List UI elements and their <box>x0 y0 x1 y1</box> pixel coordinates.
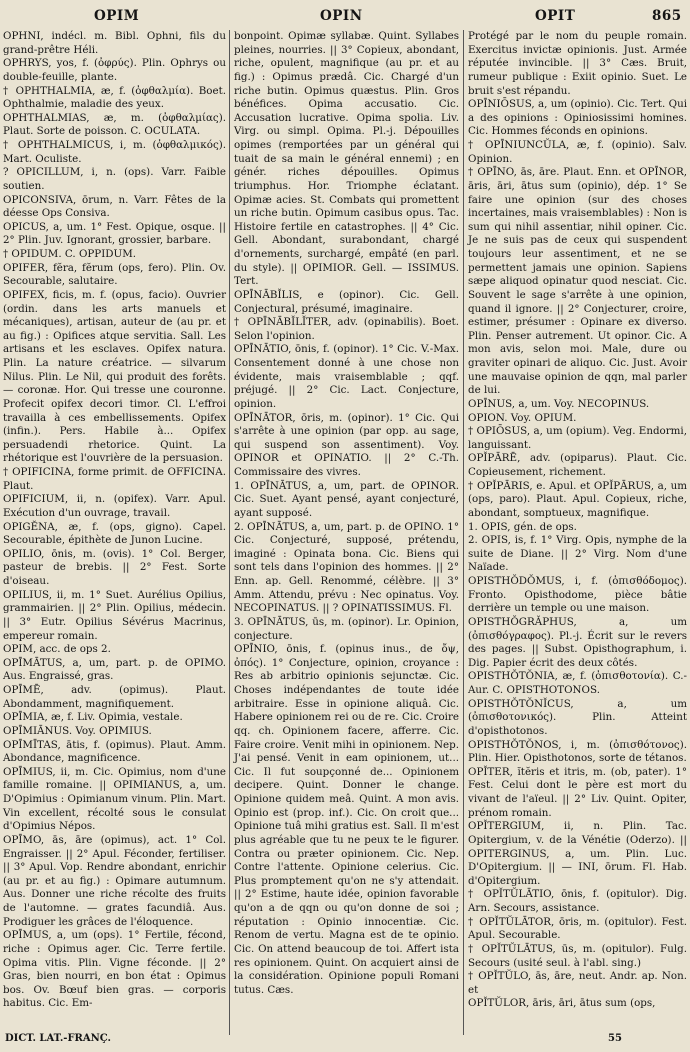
dictionary-entry: OPIFEX, ficis, m. f. (opus, facio). Ouvrier (ordin. dans les arts manuels et mécaniques), artisan, auteur de (au pr. et au fig.) : Opifices atque servitia. Sall. Les artisans et les esclaves. Opifex natura. Plin. La nature créatrice. — silvarum Nilus. Plin. Le Nil, qui produit des forêts. — coronæ. Hor. Qui tresse une couronne. Profecit opifex decori timor. Cl. L'effroi travailla à ces embellissements. Opifex (infin.). Pers. Habile à... Opifex persuadendi rhetorice. Quint. La rhétorique est l'ouvrière de la persuasion. <box>3 288 226 465</box>
dictionary-entry: OPISTHŎGRĂPHUS, a, um (ὀπισθόγραφος). Pl.-j. Écrit sur le revers des pages. || Subst. Opisthographum, i. Dig. Papier écrit des deux côtés. <box>468 615 687 669</box>
dictionary-entry: OPĪNIŌSUS, a, um (opinio). Cic. Tert. Qui a des opinions : Opiniosissimi homines. Cic. Hommes féconds en opinions. <box>468 98 687 138</box>
dictionary-entry: OPĪNUS, a, um. Voy. NECOPINUS. <box>468 397 650 410</box>
dictionary-entry: OPIFICIUM, ii, n. (opifex). Varr. Apul. Exécution d'un ouvrage, travail. <box>3 493 226 519</box>
column-3 <box>468 30 687 1011</box>
footer-sheet-number: 55 <box>608 1033 622 1044</box>
dictionary-entry: OPHRYS, yos, f. (ὀφρύς). Plin. Ophrys ou double-feuille, plante. <box>3 57 226 83</box>
dictionary-entry: † OPĬTŬLĀTIO, ōnis, f. (opitulor). Dig. Arn. Secours, assistance. <box>468 888 687 914</box>
dictionary-entry: † OPĪNO, ās, āre. Plaut. Enn. et OPĪNOR, āris, āri, ātus sum (opinio), dép. 1° Se faire une opinion (sur des choses incertaines, mais vraisemblables) : Non is sum qui nihil assentiar, nihil opiner. Cic. Je ne suis pas de ceux qui suspendent toujours leur assentiment, et ne se permettent jamais une opinion. Sapiens sæpe aliquod opinatur quod nesciat. Cic. Souvent le sage s'arrête à une opinion, quand il ignore. || 2° Conjecturer, croire, estimer, présumer : Opinare ex diverso. Plin. Penser autrement. Ut opinor. Cic. A mon avis, selon moi. Male, dure ou graviter opinari de aliquo. Cic. Just. Avoir une mauvaise opinion de qqn, mal parler de lui. <box>468 166 687 397</box>
dictionary-entry: OPISTHŎTŎNIA, æ, f. (ὀπισθοτονία). C.-Aur. C. OPISTHOTONOS. <box>468 670 687 696</box>
dictionary-entry: ? OPICILLUM, i, n. (ops). Varr. Faible soutien. <box>3 166 226 192</box>
dictionary-entry: OPĪMIA, æ, f. Liv. Opimia, vestale. <box>3 711 183 724</box>
dictionary-entry: OPĪMĪTAS, ātis, f. (opimus). Plaut. Amm. Abondance, magnificence. <box>3 738 226 765</box>
dictionary-entry: OPĬPĀRĒ, adv. (opiparus). Plaut. Cic. Copieusement, richement. <box>468 452 687 478</box>
column-1 <box>3 30 226 1011</box>
dictionary-entry: OPICONSIVA, ōrum, n. Varr. Fêtes de la déesse Ops Consiva. <box>3 193 226 220</box>
dictionary-entry: † OPIŌSUS, a, um (opium). Veg. Endormi, languissant. <box>468 425 687 451</box>
dictionary-entry: OPĪNIO, ōnis, f. (opinus inus., de ὄψ, ὀπός). 1° Conjecture, opinion, croyance : Res ab arbitrio opinionis sejunctæ. Cic. Choses indépendantes de toute idée arbitraire. Esse in opinione aliquâ. Cic. Habere opinionem rei ou de re. Cic. Croire qq. ch. Opinionem facere, afferre. Cic. Faire croire. Venit mihi in opinionem. Nep. J'ai pensé. Venit in eam opinionem, ut... Cic. Il fut soupçonné de... Opinionem decipere. Quint. Donner le change. Opinione quidem meâ. Quint. A mon avis. Opinio est (prop. inf.). Cic. On croit que... Opinione tuâ mihi gratius est. Sall. Il m'est plus agréable que tu ne peux te le figurer. Contra ou præter opinionem. Cic. Nep. Contre l'attente. Opinione celerius. Cic. Plus promptement qu'on ne s'y attendait. || 2° Estime, haute idée, opinion favorable qu'on a de qqn ou qu'on donne de soi ; réputation : Opinio innocentiæ. Cic. Renom de vertu. Magna est de te opinio. Cic. On attend beaucoup de toi. Affert ista res opinionem. Quint. On acquiert ainsi de la considération. Opinione populi Romani tutus. Cæs. <box>234 643 459 996</box>
dictionary-entry: † OPHTHALMIA, æ, f. (ὀφθαλμία). Boet. Ophthalmie, maladie des yeux. <box>3 84 226 111</box>
dictionary-entry: OPION. Voy. OPIUM. <box>468 411 577 424</box>
dictionary-entry: † OPĬTŬLO, ās, āre, neut. Andr. ap. Non. et <box>468 970 687 996</box>
dictionary-entry: † OPIDUM. C. OPPIDUM. <box>3 248 137 260</box>
dictionary-entry: † OPĬTŬLĀTUS, ūs, m. (opitulor). Fulg. Secours (usité seul. à l'abl. sing.) <box>468 942 687 969</box>
dictionary-entry: OPĪMĀTUS, a, um, part. p. de OPIMO. Aus. Engraissé, gras. <box>3 656 226 683</box>
dictionary-entry: † OPHTHALMICUS, i, m. (ὀφθαλμικός). Mart. Oculiste. <box>3 139 226 165</box>
dictionary-entry: † OPĬTŬLĀTOR, ōris, m. (opitulor). Fest. Apul. Secourable. <box>468 915 687 942</box>
dictionary-entry: † OPIFICINA, forme primit. de OFFICINA. Plaut. <box>3 466 226 492</box>
column-2 <box>234 30 459 997</box>
dictionary-entry: 2. OPĪNĀTUS, a, um, part. p. de OPINO. 1° Cic. Conjecturé, supposé, prétendu, imaginé : Opinata bona. Cic. Biens qui sont tels dans l'opinion des hommes. || 2° Enn. ap. Gell. Renommé, célèbre. || 3° Amm. Attendu, prévu : Nec opinatus. Voy. NECOPINATUS. || ? OPINATISSIMUS. Fl. <box>234 520 459 615</box>
dictionary-entry: OPĪNĀTIO, ōnis, f. (opinor). 1° Cic. V.-Max. Consentement donné à une chose non évidente, mais vraisemblable ; qqf. préjugé. || 2° Cic. Lact. Conjecture, opinion. <box>234 343 459 410</box>
dictionary-entry: OPĪMIUS, ii, m. Cic. Opimius, nom d'une famille romaine. || OPIMIANUS, a, um. D'Opimius : Opimianum vinum. Plin. Mart. Vin excellent, récolté sous le consulat d'Opimius Népos. <box>3 765 226 833</box>
header-center-word: OPIN <box>320 8 363 24</box>
dictionary-entry: OPĪNĀBĬLIS, e (opinor). Cic. Gell. Conjectural, présumé, imaginaire. <box>234 288 459 315</box>
dictionary-entry: OPĪMUS, a, um (ops). 1° Fertile, fécond, riche : Opimus ager. Cic. Terre fertile. Opima vitis. Plin. Vigne féconde. || 2° Gras, bien nourri, en bon état : Opimus bos. Ov. Bœuf bien gras. — corporis habitus. Cic. Em- <box>3 929 226 1010</box>
dictionary-entry: OPIGĔNA, æ, f. (ops, gigno). Capel. Secourable, épithète de Junon Lucine. <box>3 520 226 547</box>
running-header <box>0 6 690 28</box>
header-left-word: OPIM <box>94 8 140 24</box>
column-divider <box>463 30 464 1035</box>
dictionary-entry: OPISTHŎDŎMUS, i, f. (ὀπισθόδομος). Fronto. Opisthodome, pièce bâtie derrière un temple ou une maison. <box>468 575 687 615</box>
dictionary-entry: OPHTHALMIAS, æ, m. (ὀφθαλμίας). Plaut. Sorte de poisson. C. OCULATA. <box>3 111 226 138</box>
dictionary-entry: OPIFER, fĕra, fĕrum (ops, fero). Plin. Ov. Secourable, salutaire. <box>3 261 226 288</box>
dictionary-entry: 1. OPIS, gén. de ops. <box>468 520 577 533</box>
dictionary-entry: OPĪMIĀNUS. Voy. OPIMIUS. <box>3 724 152 737</box>
dictionary-entry: OPĬTERGIUM, ii, n. Plin. Tac. Opitergium, v. de la Vénétie (Oderzo). || OPITERGINUS, a, um. Plin. Luc. D'Opitergium. || — INI, ōrum. Fl. Hab. d'Opitergium. <box>468 820 687 887</box>
dictionary-entry: OPILIUS, ii, m. 1° Suet. Aurélius Opilius, grammairien. || 2° Plin. Opilius, médecin. || 3° Eutr. Opilius Sévérus Macrinus, empereur romain. <box>3 588 226 642</box>
footer-signature: DICT. LAT.-FRANÇ. <box>5 1033 112 1044</box>
dictionary-entry: OPISTHŎTŎNĬCUS, a, um (ὀπισθοτονικός). Plin. Atteint d'opisthotonos. <box>468 697 687 737</box>
dictionary-entry: OPĬTŬLOR, āris, āri, ātus sum (ops, <box>468 997 656 1010</box>
dictionary-entry: OPĬTER, ĭtĕris et itris, m. (ob, pater). 1° Fest. Celui dont le père est mort du vivant de l'aïeul. || 2° Liv. Quint. Opiter, prénom romain. <box>468 765 687 819</box>
dictionary-entry: OPĪMO, ās, āre (opimus), act. 1° Col. Engraisser. || 2° Apul. Féconder, fertiliser. || 3° Apul. Vop. Rendre abondant, enrichir (au pr. et au fig.) : Opimare autumnum. Aus. Donner une riche récolte des fruits de l'automne. — grates facundiâ. Aus. Prodiguer les grâces de l'éloquence. <box>3 833 226 928</box>
dictionary-entry: OPILIO, ōnis, m. (ovis). 1° Col. Berger, pasteur de brebis. || 2° Fest. Sorte d'oiseau. <box>3 547 226 587</box>
dictionary-entry: 3. OPĪNĀTUS, ūs, m. (opinor). Lr. Opinion, conjecture. <box>234 615 459 642</box>
dictionary-entry: 1. OPĪNĀTUS, a, um, part. de OPINOR. Cic. Suet. Ayant pensé, ayant conjecturé, ayant supposé. <box>234 479 459 519</box>
header-right-word: OPIT <box>535 8 576 24</box>
dictionary-entry: OPĪMĒ, adv. (opimus). Plaut. Abondamment, magnifiquement. <box>3 684 226 710</box>
dictionary-entry: bonpoint. Opimæ syllabæ. Quint. Syllabes pleines, nourries. || 3° Copieux, abondant, riche, opulent, magnifique (au pr. et au fig.) : Opimus prædâ. Cic. Chargé d'un riche butin. Opimus quæstus. Plin. Gros bénéfices. Opima accusatio. Cic. Accusation lucrative. Opima spolia. Liv. Virg. ou simpl. Opima. Pl.-j. Dépouilles opimes (remportées par un général qui tuait de sa main le général ennemi) ; en génér. riches dépouilles. Opimus triumphus. Hor. Triomphe éclatant. Opimæ acies. St. Combats qui promettent un riche butin. Opimum casibus opus. Tac. Histoire fertile en catastrophes. || 4° Cic. Gell. Abondant, surabondant, chargé d'ornements, surchargé, empâté (en parl. du style). || OPIMIOR. Gell. — ISSIMUS. Tert. <box>234 30 459 288</box>
dictionary-entry: † OPĪNĀBĬLĬTER, adv. (opinabilis). Boet. Selon l'opinion. <box>234 316 459 342</box>
dictionary-entry: OPHNI, indécl. m. Bibl. Ophni, fils du grand-prêtre Héli. <box>3 30 226 56</box>
column-divider <box>229 30 230 1035</box>
dictionary-entry: OPIM, acc. de ops 2. <box>3 643 111 656</box>
dictionary-entry: OPICUS, a, um. 1° Fest. Opique, osque. || 2° Plin. Juv. Ignorant, grossier, barbare. <box>3 220 226 247</box>
dictionary-entry: OPISTHŎTŎNOS, i, m. (ὀπισθότονος). Plin. Hier. Opisthotonos, sorte de tétanos. <box>468 738 687 765</box>
dictionary-entry: 2. OPIS, is, f. 1° Virg. Opis, nymphe de la suite de Diane. || 2° Virg. Nom d'une Naïade. <box>468 534 687 574</box>
dictionary-entry: † OPĬPĀRIS, e. Apul. et OPĬPĀRUS, a, um (ops, paro). Plaut. Apul. Copieux, riche, abondant, somptueux, magnifique. <box>468 479 687 519</box>
page-number: 865 <box>652 8 682 24</box>
dictionary-entry: † OPĪNIUNCŬLA, æ, f. (opinio). Salv. Opinion. <box>468 139 687 165</box>
dictionary-entry: Protégé par le nom du peuple romain. Exercitus invictæ opinionis. Just. Armée réputée invincible. || 3° Cæs. Bruit, rumeur publique : Exiit opinio. Suet. Le bruit s'est répandu. <box>468 30 687 97</box>
dictionary-entry: OPĪNĀTOR, ōris, m. (opinor). 1° Cic. Qui s'arrête à une opinion (par opp. au sage, qui suspend son assentiment). Voy. OPINOR et OPINATIO. || 2° C.-Th. Commissaire des vivres. <box>234 411 459 478</box>
